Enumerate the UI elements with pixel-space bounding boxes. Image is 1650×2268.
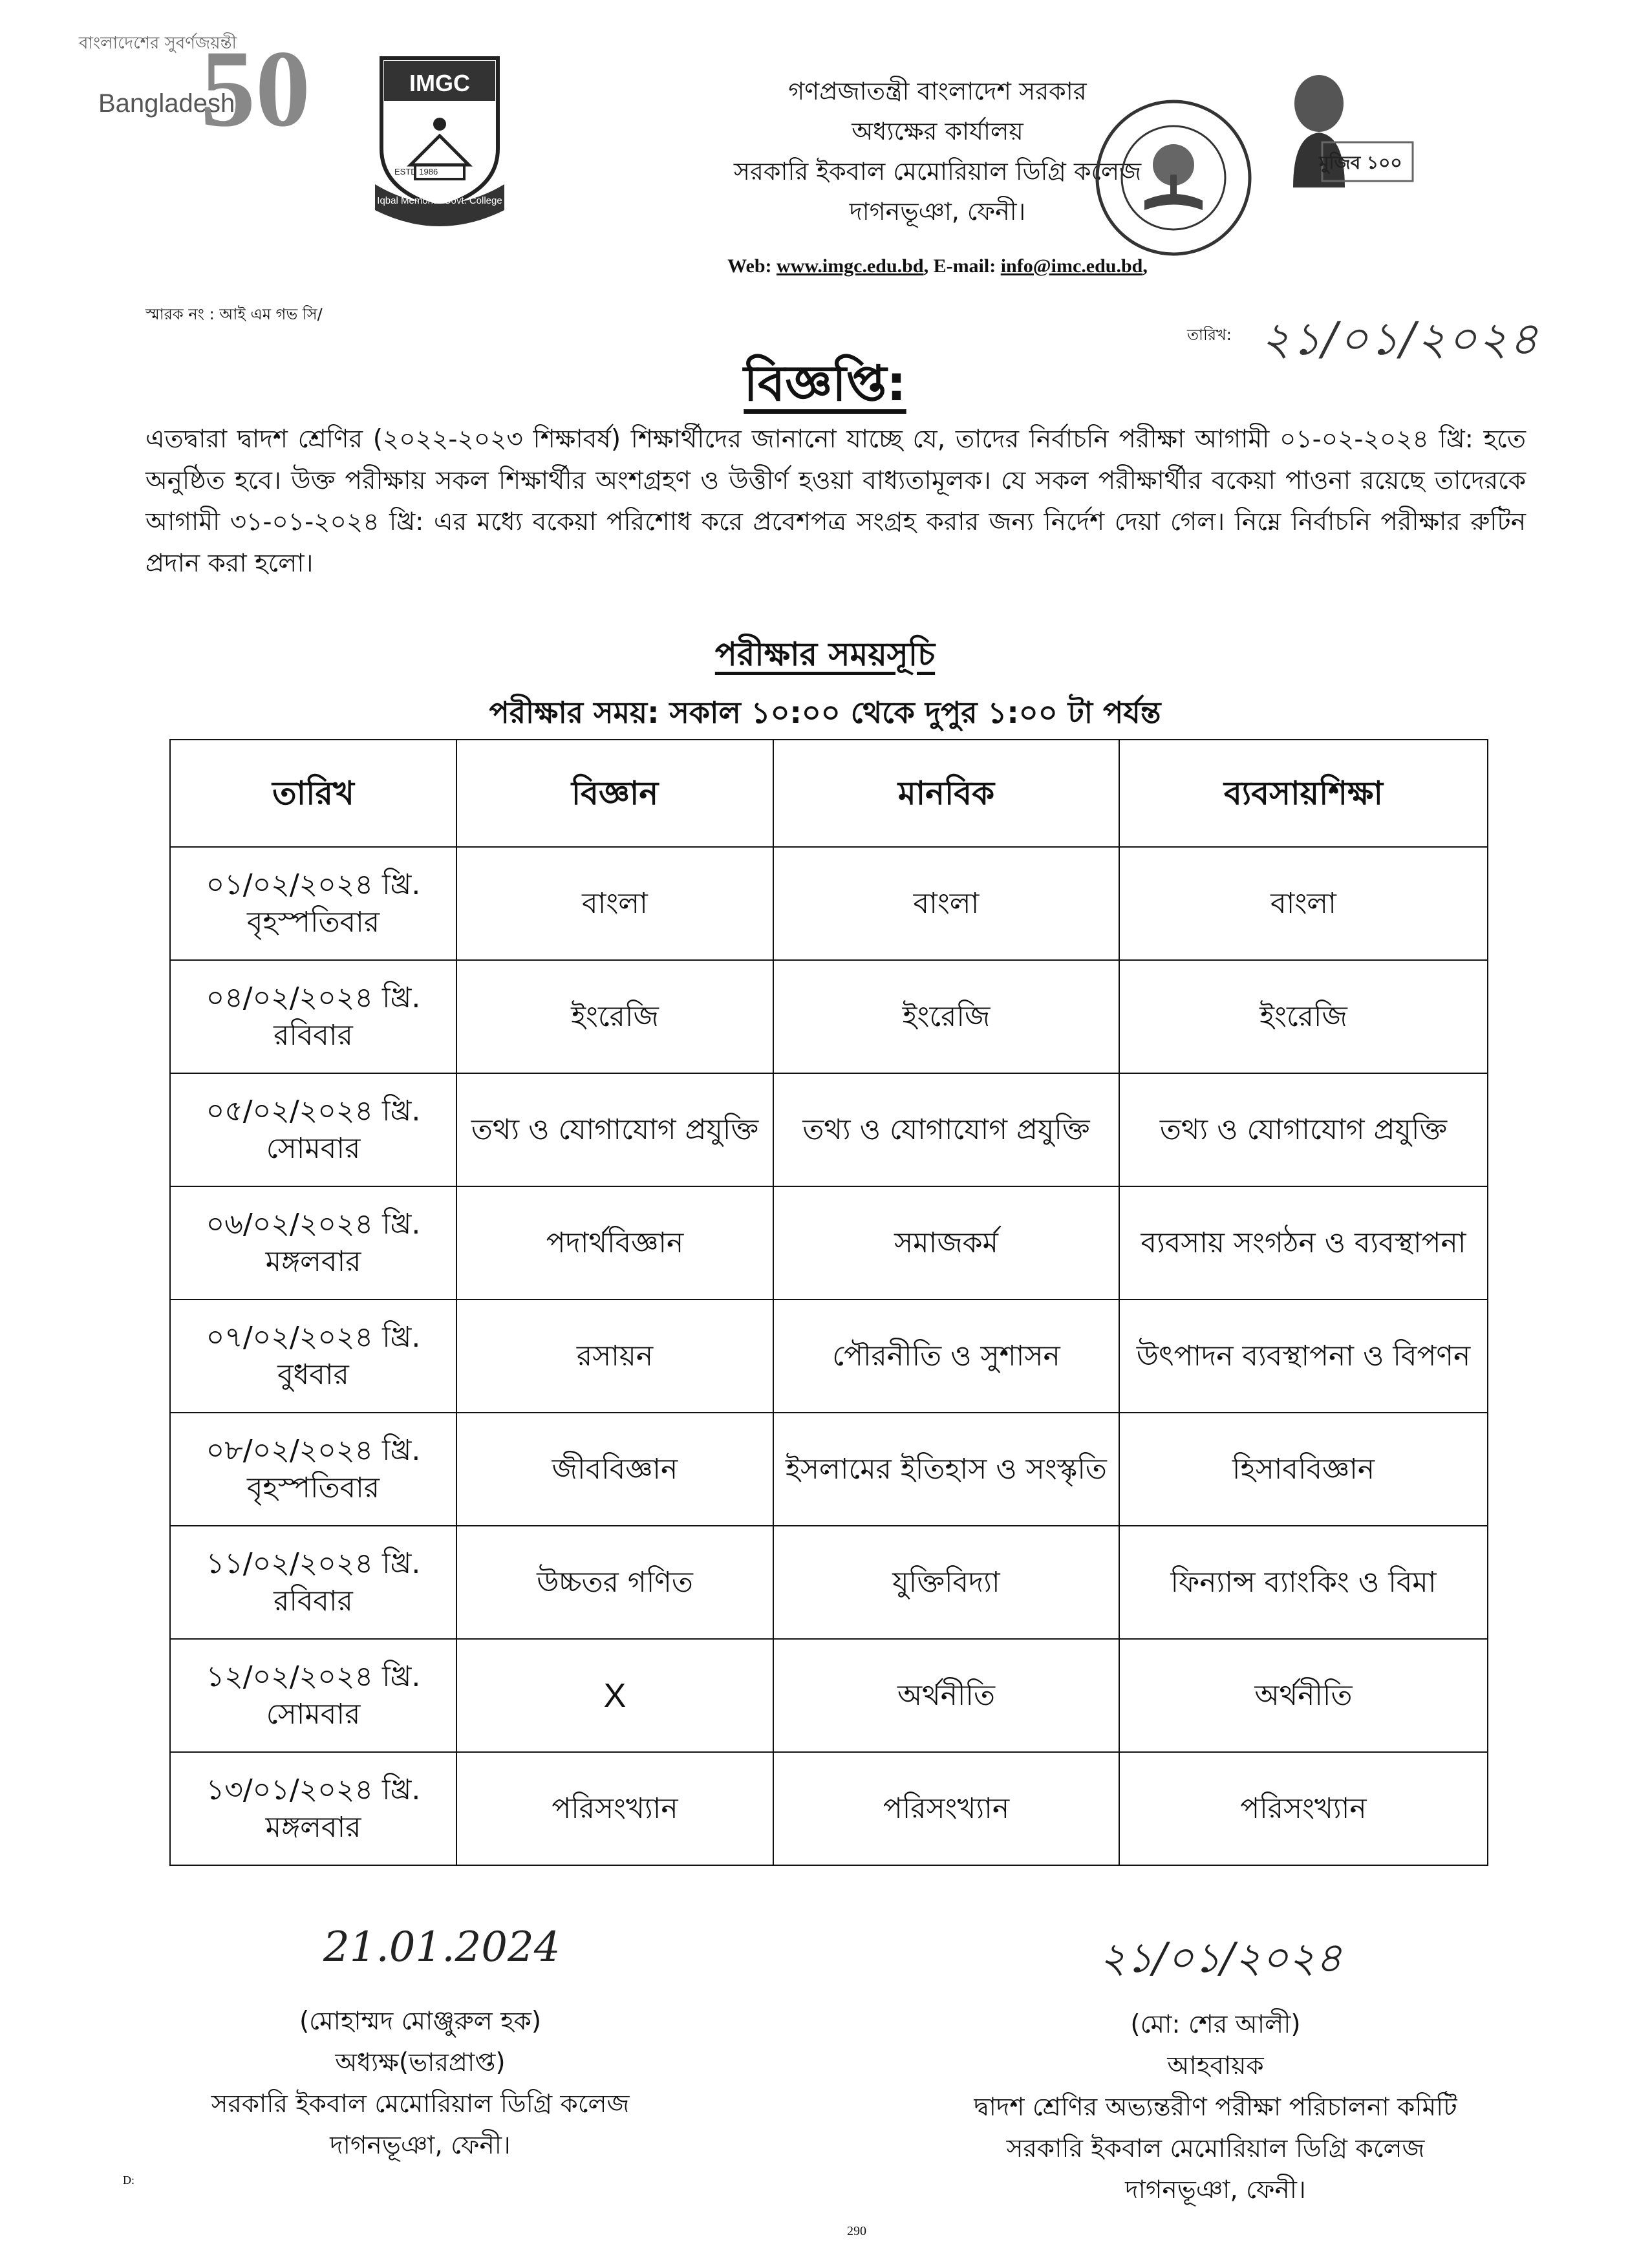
principal-signature: 21.01.2024	[323, 1923, 561, 1971]
convener-signature-block	[892, 2004, 1539, 2211]
schedule-title-text: পরীক্ষার সময়সূচি	[714, 636, 936, 673]
letterhead-line-1: গণপ্রজাতন্ত্রী বাংলাদেশ সরকার	[788, 77, 1087, 105]
date-text: ০৭/০২/২০২৪ খ্রি.	[206, 1320, 421, 1354]
handwritten-date: ২১/০১/২০২৪	[1261, 312, 1540, 365]
business-cell: বাংলা	[1119, 847, 1488, 960]
date-text: ০৪/০২/২০২৪ খ্রি.	[206, 981, 421, 1014]
mujib-100-logo	[1280, 65, 1422, 194]
notice-paragraph: এতদ্বারা দ্বাদশ শ্রেণির (২০২২-২০২৩ শিক্ষাবর্ষ) শিক্ষার্থীদের জানানো যাচ্ছে যে, তাদের নির্বাচনি পরীক্ষা আগামী ০১-০২-২০২৪ খ্রি: হতে অনুষ্ঠিত হবে। উক্ত পরীক্ষায় সকল শিক্ষার্থীর অংশগ্রহণ ও উত্তীর্ণ হওয়া বাধ্যতামূলক। যে সকল পরীক্ষার্থীর বকেয়া পাওনা রয়েছে তাদেরকে আগামী ৩১-০১-২০২৪ খ্রি: এর মধ্যে বকেয়া পরিশোধ করে প্রবেশপত্র সংগ্রহ করার জন্য নির্দেশ দেয়া গেল। নিম্নে নির্বাচনি পরীক্ষার রুটিন প্রদান করা হলো।	[145, 425, 1526, 578]
mujib-text: মুজিব ১০০	[1319, 152, 1402, 173]
date-text: ০১/০২/২০২৪ খ্রি.	[206, 868, 421, 901]
header-science: বিজ্ঞান	[456, 740, 773, 847]
date-cell	[170, 1639, 456, 1752]
day-text: সোমবার	[266, 1697, 361, 1731]
imgc-college-logo	[375, 52, 504, 226]
letterhead-line-4: দাগনভূঞা, ফেনী।	[849, 197, 1026, 226]
date-text: ১৩/০১/২০২৪ খ্রি.	[206, 1773, 421, 1806]
day-text: মঙ্গলবার	[265, 1810, 361, 1844]
humanities-cell: বাংলা	[773, 847, 1119, 960]
principal-place: দাগনভূঞা, ফেনী।	[330, 2131, 511, 2160]
header-business: ব্যবসায়শিক্ষা	[1119, 740, 1488, 847]
business-cell: ফিন্যান্স ব্যাংকিং ও বিমা	[1119, 1526, 1488, 1639]
date-text: ০৮/০২/২০২৪ খ্রি.	[206, 1433, 421, 1467]
humanities-cell: যুক্তিবিদ্যা	[773, 1526, 1119, 1639]
bangladesh-50-logo	[39, 28, 310, 168]
table-row	[170, 960, 1488, 1073]
letterhead-line-2: অধ্যক্ষের কার্যালয়	[852, 117, 1023, 145]
bangladesh-50-bengali-text: বাংলাদেশের সুবর্ণজয়ন্তী	[79, 34, 237, 53]
date-cell	[170, 1073, 456, 1186]
email-label: , E-mail:	[923, 255, 1001, 277]
bangladesh-50-english-text: Bangladesh	[98, 89, 235, 118]
web-label: Web:	[727, 255, 777, 277]
humanities-cell: অর্থনীতি	[773, 1639, 1119, 1752]
d-mark: D:	[123, 2174, 134, 2187]
exam-routine-table	[169, 739, 1488, 1866]
table-header-row	[170, 740, 1488, 847]
imgc-ribbon: Iqbal Memorial Govt. College	[377, 195, 502, 206]
table-row	[170, 1073, 1488, 1186]
business-cell: তথ্য ও যোগাযোগ প্রযুক্তি	[1119, 1073, 1488, 1186]
date-text: ০৬/০২/২০২৪ খ্রি.	[206, 1207, 421, 1241]
date-label: তারিখ:	[1187, 326, 1232, 344]
humanities-cell: তথ্য ও যোগাযোগ প্রযুক্তি	[773, 1073, 1119, 1186]
principal-signature-block	[123, 2001, 718, 2166]
date-cell	[170, 1300, 456, 1413]
web-link[interactable]: www.imgc.edu.bd	[777, 255, 924, 277]
day-text: মঙ্গলবার	[265, 1245, 361, 1278]
date-text: ১২/০২/২০২৪ খ্রি.	[206, 1660, 421, 1693]
science-cell: জীববিজ্ঞান	[456, 1413, 773, 1526]
notice-title-text: বিজ্ঞপ্তি:	[744, 354, 906, 412]
schedule-title	[0, 630, 1650, 684]
imgc-estd: ESTD 1986	[394, 167, 438, 177]
science-cell: ইংরেজি	[456, 960, 773, 1073]
date-cell	[170, 847, 456, 960]
table-row	[170, 1639, 1488, 1752]
contact-line	[517, 255, 1358, 277]
humanities-cell: পৌরনীতি ও সুশাসন	[773, 1300, 1119, 1413]
convener-committee: দ্বাদশ শ্রেণির অভ্যন্তরীণ পরীক্ষা পরিচালনা কমিটি	[974, 2093, 1457, 2122]
email-link[interactable]: info@imc.edu.bd	[1000, 255, 1143, 277]
date-cell	[170, 1526, 456, 1639]
science-cell: পরিসংখ্যান	[456, 1752, 773, 1865]
table-row	[170, 1300, 1488, 1413]
business-cell: ব্যবসায় সংগঠন ও ব্যবস্থাপনা	[1119, 1186, 1488, 1300]
science-cell: রসায়ন	[456, 1300, 773, 1413]
contact-trailing: ,	[1142, 255, 1148, 277]
humanities-cell: পরিসংখ্যান	[773, 1752, 1119, 1865]
header-date: তারিখ	[170, 740, 456, 847]
day-text: বৃহস্পতিবার	[246, 905, 380, 939]
science-cell: বাংলা	[456, 847, 773, 960]
table-row	[170, 1413, 1488, 1526]
day-text: রবিবার	[273, 1018, 353, 1052]
table-row	[170, 1526, 1488, 1639]
business-cell: অর্থনীতি	[1119, 1639, 1488, 1752]
principal-name: (মোহাম্মদ মোঞ্জুরুল হক)	[299, 2007, 542, 2036]
business-cell: পরিসংখ্যান	[1119, 1752, 1488, 1865]
table-row	[170, 1186, 1488, 1300]
principal-title: অধ্যক্ষ(ভারপ্রাপ্ত)	[335, 2048, 506, 2077]
science-cell: তথ্য ও যোগাযোগ প্রযুক্তি	[456, 1073, 773, 1186]
bangladesh-50-number: 50	[200, 28, 310, 149]
humanities-cell: ইসলামের ইতিহাস ও সংস্কৃতি	[773, 1413, 1119, 1526]
science-cell: X	[456, 1639, 773, 1752]
date-text: ১১/০২/২০২৪ খ্রি.	[206, 1546, 421, 1580]
header-humanities: মানবিক	[773, 740, 1119, 847]
convener-title: আহবায়ক	[1167, 2051, 1264, 2081]
notice-title	[0, 346, 1650, 428]
convener-name: (মো: শের আলী)	[1130, 2010, 1301, 2039]
imgc-abbr: IMGC	[409, 70, 470, 96]
humanities-cell: ইংরেজি	[773, 960, 1119, 1073]
day-text: বৃহস্পতিবার	[246, 1471, 380, 1504]
business-cell: হিসাববিজ্ঞান	[1119, 1413, 1488, 1526]
business-cell: উৎপাদন ব্যবস্থাপনা ও বিপণন	[1119, 1300, 1488, 1413]
schedule-time: পরীক্ষার সময়: সকাল ১০:০০ থেকে দুপুর ১:০০ টা পর্যন্ত	[489, 695, 1161, 730]
date-cell	[170, 1186, 456, 1300]
letterhead-line-3: সরকারি ইকবাল মেমোরিয়াল ডিগ্রি কলেজ	[733, 157, 1142, 186]
business-cell: ইংরেজি	[1119, 960, 1488, 1073]
convener-place: দাগনভূঞা, ফেনী।	[1125, 2176, 1306, 2205]
science-cell: উচ্চতর গণিত	[456, 1526, 773, 1639]
day-text: রবিবার	[273, 1584, 353, 1618]
page-number: 290	[847, 2224, 866, 2238]
date-cell	[170, 1413, 456, 1526]
day-text: বুধবার	[277, 1358, 349, 1391]
humanities-cell: সমাজকর্ম	[773, 1186, 1119, 1300]
date-cell	[170, 960, 456, 1073]
table-row	[170, 847, 1488, 960]
convener-org: সরকারি ইকবাল মেমোরিয়াল ডিগ্রি কলেজ	[1006, 2134, 1425, 2163]
date-text: ০৫/০২/২০২৪ খ্রি.	[206, 1094, 421, 1128]
seal-logo	[1093, 97, 1254, 259]
memo-number: স্মারক নং : আই এম গভ সি/	[145, 305, 323, 323]
table-row	[170, 1752, 1488, 1865]
day-text: সোমবার	[266, 1131, 361, 1165]
date-cell	[170, 1752, 456, 1865]
principal-org: সরকারি ইকবাল মেমোরিয়াল ডিগ্রি কলেজ	[211, 2090, 630, 2119]
convener-signature: ২১/০১/২০২৪	[1099, 1934, 1342, 1982]
science-cell: পদার্থবিজ্ঞান	[456, 1186, 773, 1300]
